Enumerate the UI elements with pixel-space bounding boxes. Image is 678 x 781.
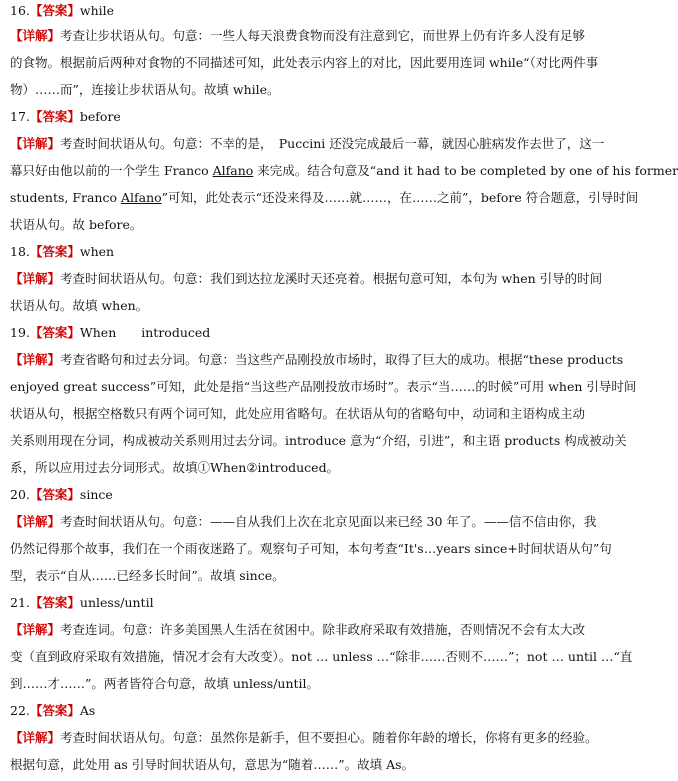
explanation-text: 来完成。结合句意及“and it had to be completed by one of his former (253, 163, 678, 178)
explanation-text: 考查时间状语从句。句意：虽然你是新手，但不要担心。随着你年龄的增长，你将有更多的经验。 (60, 730, 598, 745)
detail-line (10, 265, 603, 292)
text-line (10, 211, 576, 238)
detail-line (10, 346, 624, 373)
question-number: 18. (10, 244, 30, 259)
answer-line (10, 589, 576, 616)
underlined-name: Alfano (212, 163, 254, 178)
explanation-text: 物）……而”，连接让步状语从句。故填 while。 (10, 82, 280, 97)
explanation-text: 考查时间状语从句。句意：不幸的是， Puccini 还没完成最后一幕，就因心脏病发作去世了，这一 (60, 136, 605, 151)
explanation-text: enjoyed great success”可知，此处是指“当这些产品刚投放市场时”。表示“当……的时候”可用 when 引导时间 (10, 379, 637, 394)
detail-tag: 【详解】 (10, 136, 61, 151)
explanation-text: 状语从句。故填 when。 (10, 298, 149, 313)
question-number: 22. (10, 703, 30, 718)
explanation-text: 仍然记得那个故事，我们在一个雨夜迷路了。观察句子可知，本句考查“It's…years since+时间状语从句”句 (10, 541, 612, 556)
text-line (10, 535, 612, 562)
text-line (10, 76, 576, 103)
answer-tag: 【答案】 (29, 595, 80, 610)
answer-text: When introduced (79, 325, 211, 340)
answer-line (10, 238, 576, 265)
answer-text: unless/until (79, 595, 154, 610)
answer-line (10, 0, 576, 22)
answer-text: before (79, 109, 121, 124)
explanation-text: 考查省略句和过去分词。句意：当这些产品刚投放市场时，取得了巨大的成功。根据“these products (60, 352, 624, 367)
detail-line (10, 616, 586, 643)
answer-text: when (79, 244, 115, 259)
answer-text: while (79, 3, 115, 18)
answer-line (10, 697, 576, 724)
explanation-text: students, Franco (10, 190, 121, 205)
explanation-text: 状语从句。故 before。 (10, 217, 143, 232)
detail-tag: 【详解】 (10, 730, 61, 745)
detail-line (10, 508, 597, 535)
detail-tag: 【详解】 (10, 622, 61, 637)
explanation-text: 关系则用现在分词，构成被动关系则用过去分词。introduce 意为“介绍，引进”，和主语 products 构成被动关 (10, 433, 627, 448)
question-number: 21. (10, 595, 30, 610)
text-line (10, 373, 637, 400)
answer-tag: 【答案】 (29, 703, 80, 718)
answer-line (10, 319, 576, 346)
explanation-text: 根据句意，此处用 as 引导时间状语从句，意思为“随着……”。故填 As。 (10, 757, 415, 772)
text-line (10, 157, 678, 184)
explanation-text: 变（直到政府采取有效措施，情况才会有大改变）。not … unless …“除非……否则不……”；not … until …“直 (10, 649, 633, 664)
text-line (10, 454, 576, 481)
text-line (10, 751, 576, 778)
explanation-text: ”可知，此处表示“还没来得及……就……，在……之前”，before 符合题意，引导时间 (161, 190, 639, 205)
question-number: 17. (10, 109, 30, 124)
explanation-text: 系，所以应用过去分词形式。故填①When②introduced。 (10, 460, 340, 475)
question-number: 16. (10, 3, 30, 18)
text-line (10, 400, 586, 427)
detail-tag: 【详解】 (10, 28, 61, 43)
answer-tag: 【答案】 (29, 325, 80, 340)
answer-line (10, 103, 576, 130)
explanation-text: 考查让步状语从句。句意：一些人每天浪费食物而没有注意到它，而世界上仍有许多人没有足够 (60, 28, 586, 43)
text-line (10, 184, 639, 211)
explanation-text: 考查连词。句意：许多美国黑人生活在贫困中。除非政府采取有效措施，否则情况不会有太大改 (60, 622, 586, 637)
text-line (10, 643, 633, 670)
answer-tag: 【答案】 (29, 244, 80, 259)
explanation-text: 考查时间状语从句。句意：我们到达拉龙溪时天还亮着。根据句意可知，本句为 when 引导的时间 (60, 271, 603, 286)
explanation-text: 幕只好由他以前的一个学生 Franco (10, 163, 213, 178)
explanation-text: 到……才……”。两者皆符合句意，故填 unless/until。 (10, 676, 320, 691)
text-line (10, 427, 627, 454)
question-number: 20. (10, 487, 30, 502)
detail-line (10, 22, 586, 49)
answer-tag: 【答案】 (29, 487, 80, 502)
text-line (10, 670, 576, 697)
detail-tag: 【详解】 (10, 352, 61, 367)
answer-tag: 【答案】 (29, 109, 80, 124)
text-line (10, 562, 576, 589)
answer-text: since (79, 487, 113, 502)
text-line (10, 292, 576, 319)
underlined-name: Alfano (120, 190, 162, 205)
detail-line (10, 724, 598, 751)
text-line (10, 49, 599, 76)
detail-line (10, 130, 605, 157)
answer-text: As (79, 703, 96, 718)
explanation-text: 考查时间状语从句。句意：——自从我们上次在北京见面以来已经 30 年了。——信不信由你，我 (60, 514, 597, 529)
explanation-text: 型，表示“自从……已经多长时间”。故填 since。 (10, 568, 285, 583)
detail-tag: 【详解】 (10, 271, 61, 286)
question-number: 19. (10, 325, 30, 340)
answer-tag: 【答案】 (29, 3, 80, 18)
answer-line (10, 481, 576, 508)
explanation-text: 状语从句，根据空格数只有两个词可知，此处应用省略句。在状语从句的省略句中，动词和主语构成主动 (10, 406, 586, 421)
detail-tag: 【详解】 (10, 514, 61, 529)
explanation-text: 的食物。根据前后两种对食物的不同描述可知，此处表示内容上的对比，因此要用连词 while“（对比两件事 (10, 55, 599, 70)
